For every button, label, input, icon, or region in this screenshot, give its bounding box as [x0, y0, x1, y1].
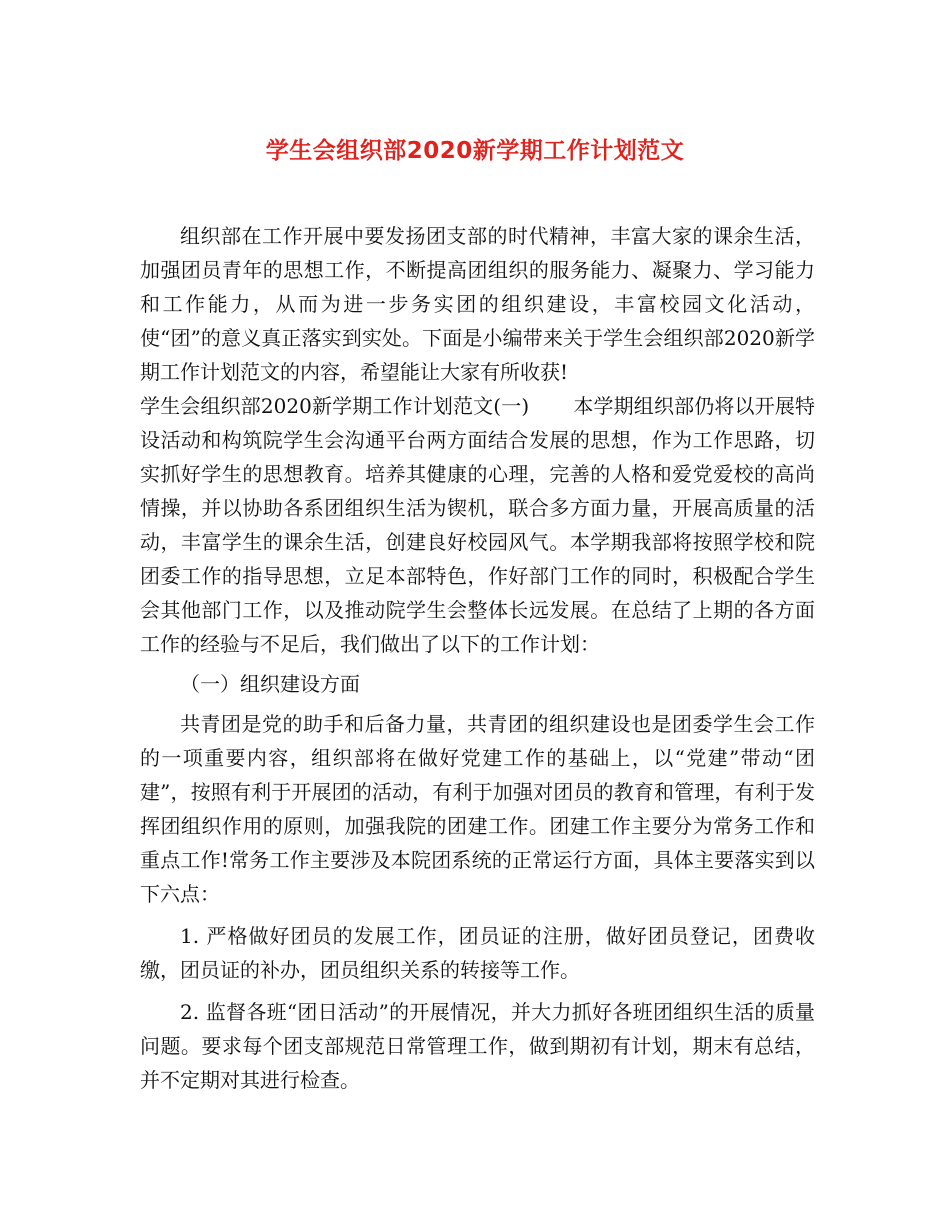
document-body [140, 219, 815, 1097]
subsection-heading: （一）组织建设方面 [180, 672, 360, 696]
list-item-2: 2. 监督各班“团日活动”的开展情况，并大力抓好各班团组织生活的质量问题。要求每个团支部规范日常管理工作，做到期初有计划，期末有总结，并不定期对其进行检查。 [140, 1000, 815, 1092]
section-paragraph [140, 389, 815, 661]
subsection-paragraph: 共青团是党的助手和后备力量，共青团的组织建设也是团委学生会工作的一项重要内容，组织部将在做好党建工作的基础上，以“党建”带动“团建”，按照有利于开展团的活动，有利于加强对团员的教育和管理，有利于发挥团组织作用的原则，加强我院的团建工作。团建工作主要分为常务工作和重点工作!常务工作主要涉及本院团系统的正常运行方面，具体主要落实到以下六点： [140, 712, 815, 906]
intro-paragraph: 组织部在工作开展中要发扬团支部的时代精神，丰富大家的课余生活，加强团员青年的思想工作，不断提高团组织的服务能力、凝聚力、学习能力和工作能力，从而为进一步务实团的组织建设，丰富校园文化活动，使“团”的意义真正落实到实处。下面是小编带来关于学生会组织部2020新学期工作计划范文的内容，希望能让大家有所收获! [140, 224, 815, 384]
document-title: 学生会组织部2020新学期工作计划范文 [265, 138, 685, 164]
section-heading: 学生会组织部2020新学期工作计划范文(一) [140, 394, 530, 418]
list-item-1: 1. 严格做好团员的发展工作，团员证的注册，做好团员登记，团费收缴，团员证的补办，团员组织关系的转接等工作。 [140, 924, 815, 982]
section-body: 本学期组织部仍将以开展特设活动和构筑院学生会沟通平台两方面结合发展的思想，作为工作思路，切实抓好学生的思想教育。培养其健康的心理，完善的人格和爱党爱校的高尚情操，并以协助各系团组织生活为锲机，联合多方面力量，开展高质量的活动，丰富学生的课余生活，创建良好校园风气。本学期我部将按照学校和院团委工作的指导思想，立足本部特色，作好部门工作的同时，积极配合学生会其他部门工作，以及推动院学生会整体长远发展。在总结了上期的各方面工作的经验与不足后，我们做出了以下的工作计划： [140, 394, 815, 656]
